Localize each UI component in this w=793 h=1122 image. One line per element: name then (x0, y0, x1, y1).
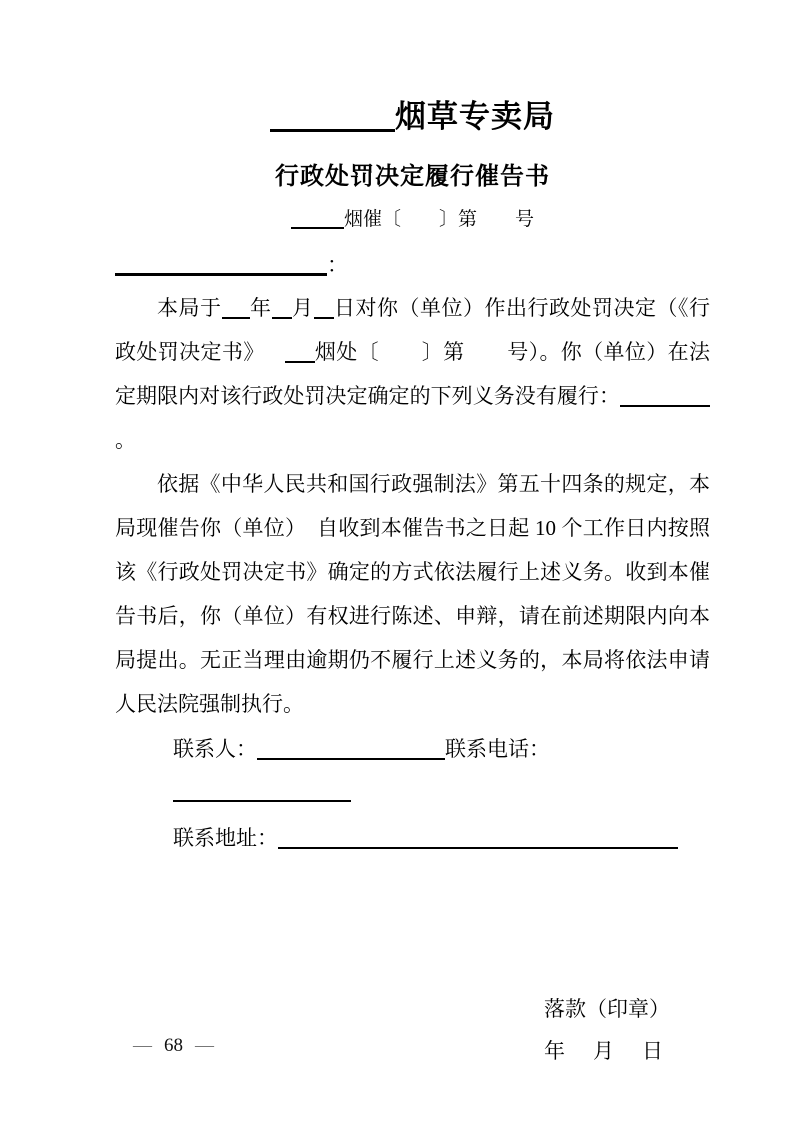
year-blank-line (222, 312, 250, 319)
address-line (173, 812, 710, 864)
title-blank-line (270, 124, 395, 132)
contact-phone-label: 联系电话： (445, 737, 550, 761)
contact-line (173, 728, 710, 812)
paragraph-2: 依据《中华人民共和国行政强制法》第五十四条的规定，本局现催告你（单位） 自收到本催告书之日起 10 个工作日内按照该《行政处罚决定书》确定的方式依法履行上述义务。收到本催告书后，你（单位）有权进行陈述、申辩，请在前述期限内向本局提出。无正当理由逾期仍不履行上述义务的，本局将依法申请人民法院强制执行。 (115, 472, 710, 716)
doc-number-blank-line (291, 222, 344, 229)
doc-number-text: 烟催〔 〕第 号 (343, 209, 534, 230)
day-blank-line (314, 312, 334, 319)
page-number-dash-right: — (195, 1035, 214, 1056)
page-number (133, 1034, 214, 1058)
doc-number-line (115, 207, 710, 233)
addressee-colon: ： (327, 253, 348, 277)
paragraph-1-text: 年 (249, 296, 272, 320)
case-number-blank-line (285, 356, 315, 363)
paragraph-1-text: 。 (115, 428, 136, 452)
page-number-dash-left: — (133, 1035, 152, 1056)
signature-year: 年 (544, 1039, 565, 1063)
paragraph-1-text: 月 (291, 296, 314, 320)
paragraph-1-text: 烟处〔 〕第 号）。你（单位）在法定期限内对该行政处罚决定确定的下列义务没有履行： (115, 340, 711, 408)
signature-day: 日 (642, 1039, 663, 1063)
contact-address-blank-line (278, 842, 678, 849)
signature-seal: 落款（印章） (544, 997, 670, 1021)
contact-phone-blank-line (173, 795, 351, 802)
document-title-line (115, 96, 710, 138)
paragraph-1 (115, 286, 710, 462)
contact-person-label: 联系人： (173, 737, 257, 761)
month-blank-line (272, 312, 292, 319)
contact-address-label: 联系地址： (173, 826, 278, 850)
title-text: 烟草专卖局 (395, 99, 555, 134)
paragraph-1-text: 日对你（单位）作出行政处罚决定（《行政处罚决定书》 (115, 296, 710, 364)
addressee-line (115, 247, 710, 283)
signature-month: 月 (593, 1039, 614, 1063)
obligation-blank-line (620, 400, 710, 407)
contact-person-blank-line (257, 753, 445, 760)
document-subtitle: 行政处罚决定履行催告书 (275, 163, 550, 190)
page-number-value: 68 (164, 1035, 183, 1056)
addressee-blank-line (115, 268, 327, 276)
paragraph-1-text: 本局于 (157, 296, 222, 320)
